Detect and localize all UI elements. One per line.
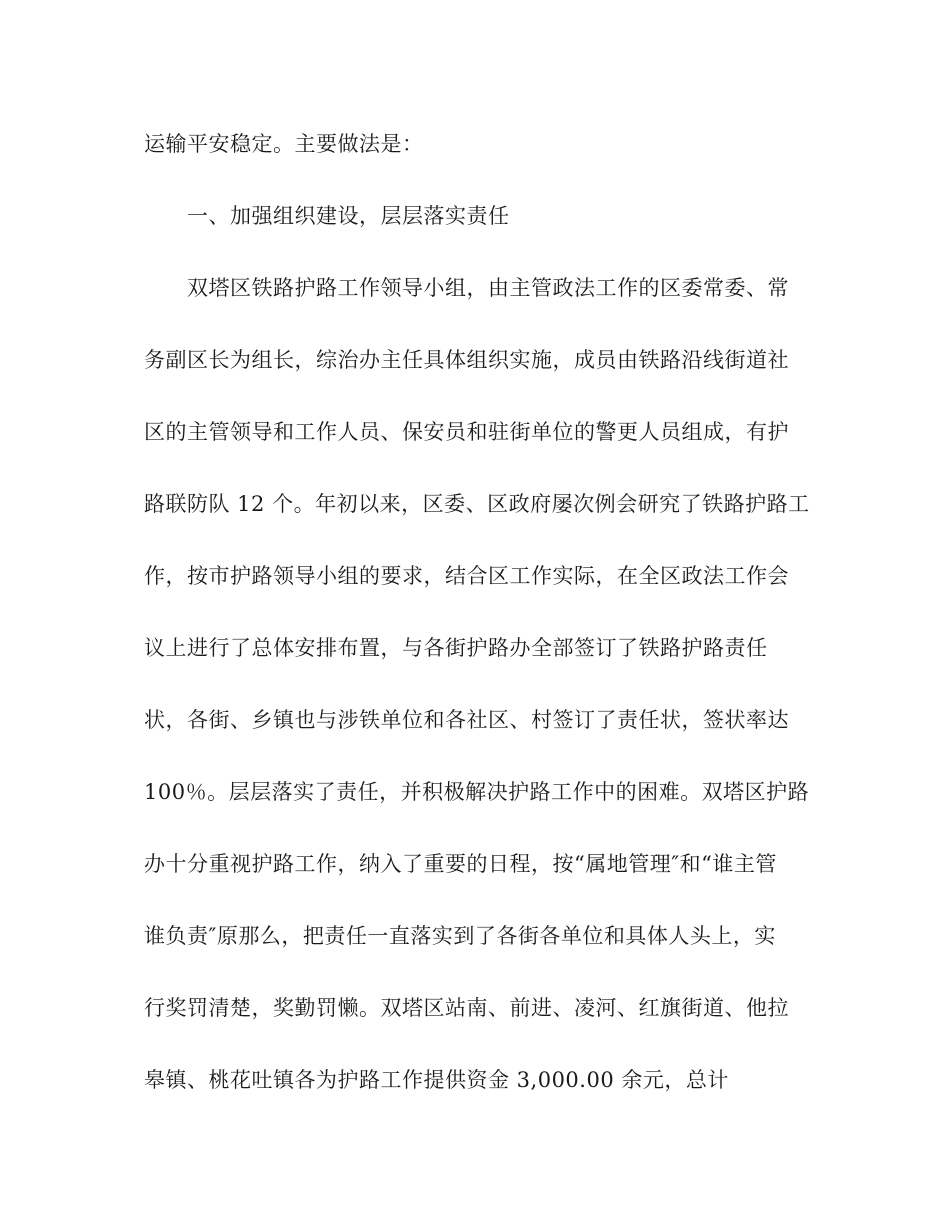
text-line: 运输平安稳定。主要做法是： — [144, 132, 424, 156]
text-line: 100％。层层落实了责任，并积极解决护路工作中的困难。双塔区护路 — [144, 780, 810, 804]
text-line: 谁负责″原那么，把责任一直落实到了各街各单位和具体人头上，实 — [144, 924, 776, 948]
section-heading: 一、加强组织建设，层层落实责任 — [187, 204, 510, 228]
text-line: 作，按市护路领导小组的要求，结合区工作实际，在全区政法工作会 — [144, 564, 789, 588]
text-line: 行奖罚清楚，奖勤罚懒。双塔区站南、前进、凌河、红旗街道、他拉 — [144, 996, 789, 1020]
text-line: 状，各街、乡镇也与涉铁单位和各社区、村签订了责任状，签状率达 — [144, 708, 789, 732]
text-line: 路联防队 12 个。年初以来，区委、区政府屡次例会研究了铁路护路工 — [144, 492, 810, 516]
text-line: 办十分重视护路工作，纳入了重要的日程，按“属地管理″和“谁主管 — [144, 852, 777, 876]
text-line: 双塔区铁路护路工作领导小组，由主管政法工作的区委常委、常 — [187, 276, 789, 300]
text-line: 务副区长为组长，综治办主任具体组织实施，成员由铁路沿线街道社 — [144, 348, 789, 372]
text-line: 皋镇、桃花吐镇各为护路工作提供资金 3,000.00 余元，总计 — [144, 1068, 729, 1092]
text-line: 议上进行了总体安排布置，与各街护路办全部签订了铁路护路责任 — [144, 636, 768, 660]
text-line: 区的主管领导和工作人员、保安员和驻街单位的警更人员组成，有护 — [144, 420, 789, 444]
